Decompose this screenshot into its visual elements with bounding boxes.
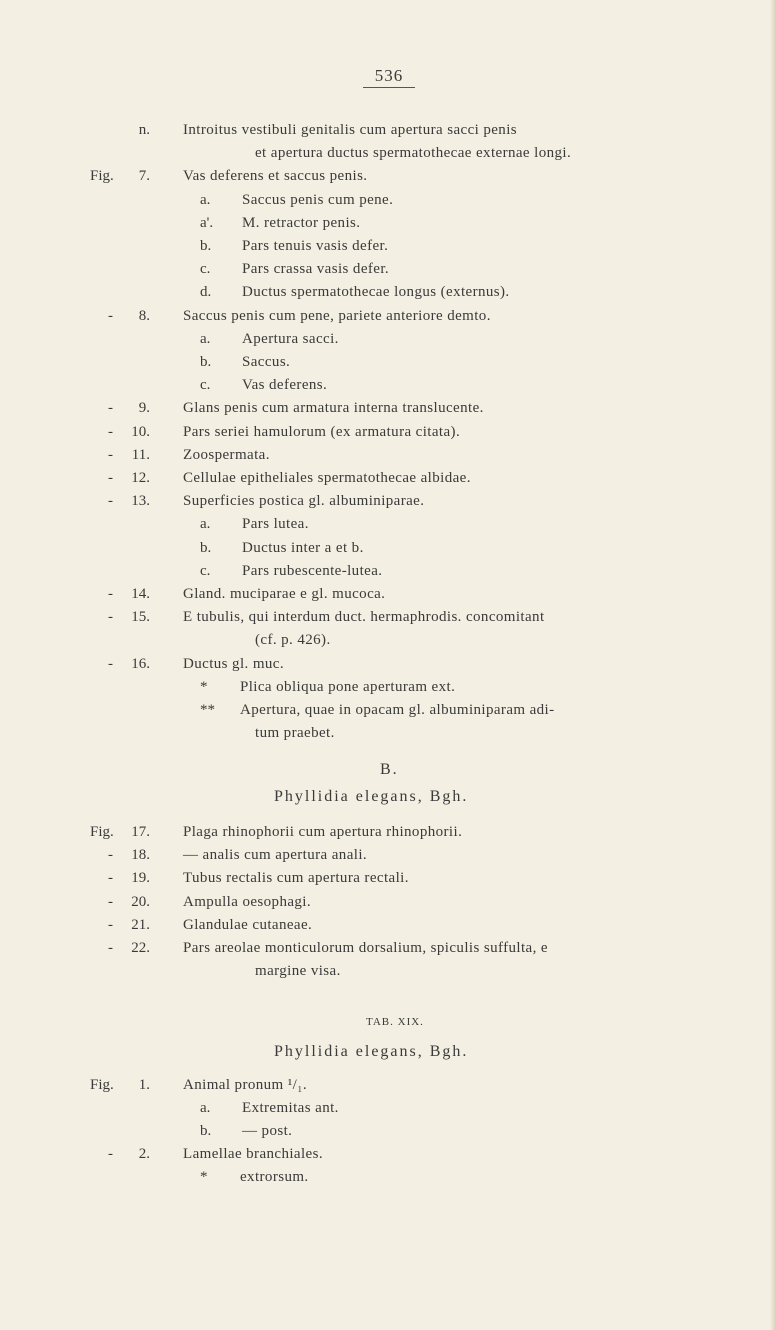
caption-line: Gland. muciparae e gl. mucoca. bbox=[183, 586, 386, 602]
plate-title: Phyllidia elegans, Bgh. bbox=[274, 1043, 469, 1060]
item-label: a. bbox=[200, 330, 211, 347]
caption-line: E tubulis, qui interdum duct. hermaphrodis. concomitant bbox=[183, 609, 545, 626]
caption-line: Plica obliqua pone aperturam ext. bbox=[240, 678, 456, 695]
caption-line: Glandulae cutaneae. bbox=[183, 916, 313, 933]
caption-line: Introitus vestibuli genitalis cum apertura sacci penis bbox=[183, 122, 518, 138]
caption-line: Pars lutea. bbox=[242, 516, 309, 533]
fig-label: Fig. bbox=[90, 1077, 114, 1093]
fig-label: - bbox=[108, 847, 113, 864]
caption-line: Tubus rectalis cum apertura rectali. bbox=[183, 870, 409, 887]
figure-number: 12. bbox=[131, 470, 150, 486]
caption-line: tum praebet. bbox=[255, 725, 335, 742]
caption-line: et apertura ductus spermatothecae externae longi. bbox=[255, 145, 572, 162]
figure-number: 17. bbox=[131, 824, 150, 840]
item-label: b. bbox=[200, 1123, 212, 1139]
figure-number: 13. bbox=[131, 493, 150, 510]
caption-line: Pars rubescente-lutea. bbox=[242, 562, 383, 579]
fig-label: - bbox=[108, 655, 113, 672]
figure-number: 22. bbox=[131, 940, 150, 956]
figure-number: 16. bbox=[131, 655, 150, 672]
caption-line: (cf. p. 426). bbox=[255, 632, 331, 649]
figure-number: 9. bbox=[138, 400, 150, 417]
figure-number: 18. bbox=[131, 847, 150, 864]
figure-number: 10. bbox=[131, 423, 150, 440]
caption-line: Pars areolae monticulorum dorsalium, spiculis suffulta, e bbox=[183, 940, 548, 956]
fig-label: - bbox=[108, 586, 113, 602]
section-letter: B. bbox=[380, 761, 399, 778]
caption-line: extrorsum. bbox=[240, 1169, 309, 1185]
caption-line: margine visa. bbox=[255, 963, 341, 980]
fig-label: - bbox=[108, 870, 113, 887]
item-label: * bbox=[200, 678, 208, 695]
fig-label: - bbox=[108, 470, 113, 486]
item-label: c. bbox=[200, 377, 211, 394]
fig-label: - bbox=[108, 493, 113, 510]
fig-label: - bbox=[108, 916, 113, 933]
fig-label: - bbox=[108, 1146, 113, 1162]
caption-line: Extremitas ant. bbox=[242, 1100, 339, 1116]
item-label: c. bbox=[200, 261, 211, 278]
fig-label: - bbox=[108, 609, 113, 626]
caption-line: M. retractor penis. bbox=[242, 214, 361, 231]
caption-line: Ductus inter a et b. bbox=[242, 539, 364, 556]
caption-line: Ampulla oesophagi. bbox=[183, 893, 312, 910]
item-label: * bbox=[200, 1169, 208, 1185]
item-label: b. bbox=[200, 539, 212, 556]
caption-line: Lamellae branchiales. bbox=[183, 1146, 323, 1162]
item-label: d. bbox=[200, 284, 212, 301]
caption-line: Pars crassa vasis defer. bbox=[242, 261, 390, 278]
figure-number: 21. bbox=[131, 916, 150, 933]
caption-line: Saccus penis cum pene. bbox=[242, 191, 394, 208]
caption-line: Apertura, quae in opacam gl. albuminiparam adi- bbox=[240, 702, 555, 718]
figure-number: 1. bbox=[138, 1077, 150, 1093]
figure-number: 15. bbox=[131, 609, 150, 626]
item-label: a. bbox=[200, 1100, 211, 1116]
figure-number: n. bbox=[138, 122, 150, 138]
fig-label: - bbox=[108, 893, 113, 910]
fig-label: - bbox=[108, 400, 113, 417]
item-label: a'. bbox=[200, 214, 214, 231]
fig-label: - bbox=[108, 307, 113, 324]
figure-number: 19. bbox=[131, 870, 150, 887]
caption-line: Vas deferens et saccus penis. bbox=[183, 168, 368, 185]
item-label: a. bbox=[200, 191, 211, 208]
fig-label: Fig. bbox=[90, 824, 114, 840]
section-title: Phyllidia elegans, Bgh. bbox=[274, 788, 469, 805]
page-number: 536 bbox=[363, 66, 415, 88]
item-label: b. bbox=[200, 238, 212, 254]
fig-label: - bbox=[108, 423, 113, 440]
caption-line: Pars tenuis vasis defer. bbox=[242, 238, 389, 254]
caption-line: Vas deferens. bbox=[242, 377, 328, 394]
caption-line: Pars seriei hamulorum (ex armatura citata). bbox=[183, 423, 461, 440]
figure-number: 2. bbox=[138, 1146, 150, 1162]
fig-label: Fig. bbox=[90, 168, 114, 185]
item-label: c. bbox=[200, 562, 211, 579]
fig-label: - bbox=[108, 446, 113, 463]
fig-label: - bbox=[108, 940, 113, 956]
figure-number: 14. bbox=[131, 586, 150, 602]
caption-line: Animal pronum ¹/₁. bbox=[183, 1077, 307, 1093]
caption-line: Ductus spermatothecae longus (externus). bbox=[242, 284, 510, 301]
item-label: ** bbox=[200, 702, 215, 718]
caption-line: Apertura sacci. bbox=[242, 330, 339, 347]
caption-line: Glans penis cum armatura interna translucente. bbox=[183, 400, 484, 417]
caption-line: Ductus gl. muc. bbox=[183, 655, 284, 672]
figure-number: 8. bbox=[138, 307, 150, 324]
item-label: a. bbox=[200, 516, 211, 533]
caption-line: Superficies postica gl. albuminiparae. bbox=[183, 493, 425, 510]
plate-label: TAB. XIX. bbox=[366, 1016, 424, 1028]
caption-line: Zoospermata. bbox=[183, 446, 270, 463]
caption-line: — post. bbox=[242, 1123, 293, 1139]
item-label: b. bbox=[200, 354, 212, 370]
caption-line: Saccus. bbox=[242, 354, 291, 370]
figure-number: 11. bbox=[131, 446, 150, 463]
page-edge bbox=[770, 0, 776, 1330]
caption-line: Plaga rhinophorii cum apertura rhinophorii. bbox=[183, 824, 463, 840]
figure-number: 20. bbox=[131, 893, 150, 910]
figure-number: 7. bbox=[138, 168, 150, 185]
caption-line: Cellulae epitheliales spermatothecae albidae. bbox=[183, 470, 471, 486]
caption-line: — analis cum apertura anali. bbox=[183, 847, 368, 864]
caption-line: Saccus penis cum pene, pariete anteriore demto. bbox=[183, 307, 491, 324]
